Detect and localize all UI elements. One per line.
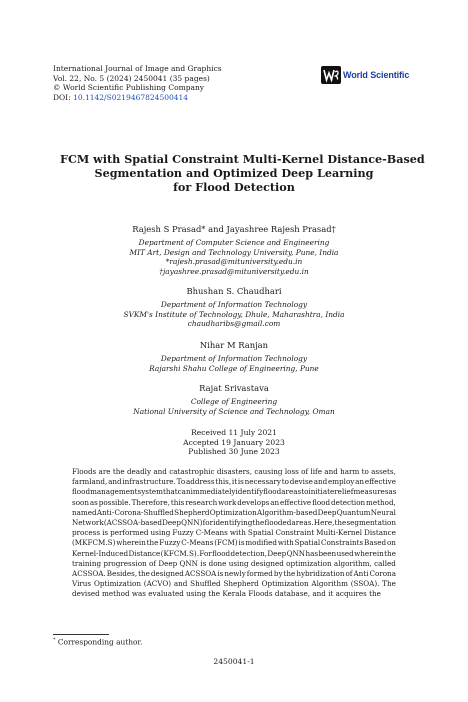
abstract-word: newly <box>224 569 246 579</box>
affiliation-line: Department of Computer Science and Engineering <box>138 238 330 247</box>
abstract-word: formed <box>246 569 273 579</box>
abstract-word: called <box>374 558 396 568</box>
abstract-word: Constraints <box>320 538 364 548</box>
abstract-word: C-Means <box>195 528 228 538</box>
abstract-word: life <box>310 467 322 476</box>
abstract-word: the <box>283 569 296 579</box>
abstract-word: and <box>324 467 338 476</box>
abstract-word: flood <box>312 497 331 507</box>
abstract-line <box>72 487 396 497</box>
abstract-word: the <box>146 538 159 548</box>
author-block-4 <box>40 383 428 416</box>
abstract-word: the <box>138 569 150 579</box>
author-block-1 <box>40 224 428 276</box>
abstract-word: to <box>301 487 309 497</box>
abstract-word: by <box>273 569 283 579</box>
abstract-word: has <box>305 548 319 558</box>
abstract-word: Multi-Kernel <box>316 528 363 538</box>
publication-dates <box>40 428 428 457</box>
abstract-word: assets, <box>371 467 396 476</box>
abstract-word: this, <box>215 477 232 487</box>
abstract-word: (ACSSOA-based <box>103 518 162 528</box>
abstract-word: disasters, <box>216 467 253 476</box>
abstract-word: areas. <box>291 518 314 528</box>
abstract-word: employ <box>327 477 355 487</box>
abstract-word: the <box>384 548 396 558</box>
author-email[interactable]: †jayashree.prasad@mituniversity.edu.in <box>159 266 309 276</box>
publisher-logo-text: World Scientific <box>343 70 410 80</box>
page-number: 2450041-1 <box>213 657 255 666</box>
abstract-word: develops <box>237 497 270 507</box>
abstract-word: Floods <box>72 467 97 476</box>
abstract-word: effective <box>364 477 396 487</box>
abstract-word: causing <box>254 467 283 476</box>
received-date: Received 11 July 2021 <box>191 428 277 437</box>
author-block-2 <box>40 286 428 329</box>
abstract-word: Kernel-Induced <box>72 548 129 558</box>
abstract-word: QNN) <box>181 518 203 528</box>
abstract-word: using <box>150 528 171 538</box>
abstract-word: acquires <box>335 589 370 599</box>
abstract-word: QNN <box>179 558 198 568</box>
abstract-word: training <box>72 558 102 568</box>
abstract-word: (ACVO) <box>143 579 172 589</box>
abstract-word: flooded <box>264 518 292 528</box>
abstract-word: system <box>137 487 163 497</box>
abstract-word: Corona-Shuffled <box>114 507 174 517</box>
abstract-word: is <box>200 558 207 568</box>
abstract-word: optimization <box>286 558 332 568</box>
abstract-word: work <box>218 497 237 507</box>
abstract-word: as <box>89 497 98 507</box>
affiliation-line: Department of Information Technology <box>160 354 308 363</box>
abstract-word: farmland, <box>72 477 108 487</box>
journal-header <box>53 64 222 102</box>
abstract-word: Virus <box>72 579 92 589</box>
abstract-word: Shepherd <box>223 579 259 589</box>
affiliation-line: MIT Art, Design and Technology University, Pune, India <box>129 247 339 257</box>
abstract-word: To <box>176 477 186 487</box>
abstract-line <box>72 589 396 599</box>
footnote-mark: * <box>53 637 56 643</box>
abstract-word: this <box>170 497 185 507</box>
abstract-word: deadly <box>126 467 152 476</box>
paper-title <box>60 152 425 194</box>
abstract-word: using <box>228 558 249 568</box>
abstract-line <box>72 467 396 477</box>
footnote <box>53 637 143 646</box>
journal-copyright: © World Scientific Publishing Company <box>53 83 205 93</box>
abstract-word: with <box>277 538 294 548</box>
abstract-word: named <box>72 507 97 517</box>
abstract-word: flood <box>263 487 282 497</box>
abstract-word: wherein <box>354 548 384 558</box>
abstract-word: infrastructure. <box>122 477 176 487</box>
abstract-word: For <box>199 548 212 558</box>
abstract-word: designed <box>150 569 184 579</box>
abstract-word: and <box>312 589 329 599</box>
published-date: Published 30 June 2023 <box>188 447 280 457</box>
doi-label: DOI: <box>53 92 74 102</box>
abstract-word: Algorithm-based <box>257 507 318 517</box>
abstract-word: and <box>153 467 167 476</box>
abstract-word: Network <box>72 518 104 528</box>
abstract-word: measures <box>353 487 389 497</box>
abstract-line <box>72 508 396 518</box>
publisher-logo <box>321 66 409 84</box>
abstract-word: are <box>98 467 111 476</box>
abstract-word: progression <box>103 558 147 568</box>
abstract-word: and <box>173 579 188 589</box>
abstract-word: relief <box>334 487 354 497</box>
affiliation-line: Rajarshi Shahu College of Engineering, Pune <box>149 363 319 373</box>
affiliation-line: SVKM's Institute of Technology, Dhule, Maharashtra, India <box>123 309 345 319</box>
abstract-word: with <box>229 528 246 538</box>
abstract-word: Optimization <box>209 507 257 517</box>
abstract-word: Quantum <box>336 507 371 517</box>
abstract-word: the <box>369 589 381 599</box>
abstract-word: Corona <box>369 569 396 579</box>
abstract-word: Deep <box>267 548 287 558</box>
abstract-word: harm <box>340 467 360 476</box>
affiliation-line: Department of Information Technology <box>160 300 308 309</box>
abstract-word: process <box>72 528 101 538</box>
abstract-word: that <box>162 487 178 497</box>
abstract-word: Based <box>364 538 387 548</box>
title-line: FCM with Spatial Constraint Multi-Kernel Distance-Based <box>60 152 425 166</box>
abstract-word: identifying <box>213 518 253 528</box>
abstract-word: devise <box>289 477 313 487</box>
abstract-word: Anti <box>353 569 369 579</box>
abstract-word: using <box>186 589 209 599</box>
abstract <box>72 467 396 600</box>
abstract-word: the <box>208 589 223 599</box>
abstract-word: Distance <box>364 528 396 538</box>
abstract-word: Deep <box>317 507 337 517</box>
abstract-word: to <box>281 477 289 487</box>
footnote-divider <box>53 634 109 635</box>
abstract-word: effective <box>280 497 312 507</box>
abstract-word: Neural <box>370 507 396 517</box>
abstract-word: on <box>386 538 396 548</box>
abstract-word: Floods <box>248 589 275 599</box>
abstract-word: flood <box>212 548 231 558</box>
abstract-word: Algorithm <box>311 579 348 589</box>
abstract-word: Anti- <box>96 507 115 517</box>
abstract-line <box>72 498 396 508</box>
abstract-word: detection, <box>230 548 267 558</box>
abstract-word: areas <box>281 487 302 497</box>
abstract-line <box>72 518 396 528</box>
abstract-word: address <box>185 477 215 487</box>
abstract-word: Here, <box>313 518 335 528</box>
abstract-word: Besides, <box>106 569 138 579</box>
abstract-line <box>72 538 396 548</box>
abstract-word: it <box>231 477 238 487</box>
abstract-word: evaluated <box>148 589 187 599</box>
abstract-word: flood <box>72 487 91 497</box>
abstract-word: performed <box>110 528 149 538</box>
affiliation-line: National University of Science and Technology, Oman <box>133 406 335 416</box>
abstract-word: designed <box>250 558 284 568</box>
abstract-word: wherein <box>116 538 146 548</box>
doi-link[interactable]: 10.1142/S0219467824500414 <box>73 92 189 102</box>
abstract-word: of <box>149 558 156 568</box>
ws-logo-icon <box>321 66 341 84</box>
abstract-word: (SSOA). <box>350 579 380 589</box>
abstract-line <box>72 559 396 569</box>
abstract-word: Spatial <box>294 538 321 548</box>
title-line: Segmentation and Optimized Deep Learning <box>94 166 374 180</box>
abstract-word: Deep <box>158 558 178 568</box>
footnote-text: Corresponding author. <box>57 637 143 647</box>
journal-volume: Vol. 22, No. 5 (2024) 2450041 (35 pages) <box>53 73 210 83</box>
abstract-word: detection <box>331 497 366 507</box>
abstract-word: the <box>334 518 347 528</box>
abstract-word: QNN <box>286 548 306 558</box>
abstract-word: an <box>355 477 365 487</box>
abstract-word: the <box>252 518 265 528</box>
author-name: Rajesh S Prasad* and Jayashree Rajesh Prasad† <box>132 224 336 234</box>
abstract-word: and <box>313 477 328 487</box>
abstract-word: for <box>202 518 214 528</box>
author-name: Nihar M Ranjan <box>199 340 269 350</box>
abstract-word: Deep <box>162 518 182 528</box>
abstract-word: Shuffled <box>190 579 221 589</box>
abstract-word: of <box>301 467 309 476</box>
abstract-word: algorithm, <box>333 558 372 568</box>
affiliation-line: College of Engineering <box>190 397 278 406</box>
abstract-word: ACSSOA <box>184 569 217 579</box>
abstract-word: modified <box>245 538 278 548</box>
journal-doi <box>53 93 222 103</box>
abstract-word: been <box>318 548 337 558</box>
abstract-word: immediately <box>190 487 236 497</box>
abstract-line <box>72 477 396 487</box>
abstract-word: method <box>102 589 132 599</box>
abstract-word: of <box>345 569 353 579</box>
abstract-word: loss <box>284 467 299 476</box>
abstract-word: database, <box>274 589 313 599</box>
abstract-word: method, <box>366 497 396 507</box>
abstract-word: was <box>131 589 149 599</box>
abstract-word: and <box>108 477 122 487</box>
abstract-word: identify <box>235 487 264 497</box>
journal-name: International Journal of Image and Graphics <box>53 64 222 73</box>
author-name: Rajat Srivastava <box>199 383 269 393</box>
abstract-word: hybridization <box>296 569 345 579</box>
abstract-line <box>72 549 396 559</box>
abstract-word: (KFCM.S). <box>160 548 199 558</box>
abstract-word: an <box>270 497 280 507</box>
abstract-word: can <box>177 487 191 497</box>
abstract-line <box>72 569 396 579</box>
abstract-word: as <box>388 487 397 497</box>
author-email[interactable]: *rajesh.prasad@mituniversity.edu.in <box>165 257 303 267</box>
abstract-word: Optimization <box>261 579 309 589</box>
abstract-line <box>72 579 396 589</box>
abstract-word: done <box>208 558 227 568</box>
abstract-word: segmentation <box>346 518 396 528</box>
abstract-word: (FCM) <box>214 538 238 548</box>
abstract-word: management <box>90 487 138 497</box>
abstract-word: to <box>361 467 369 476</box>
abstract-word: Constraint <box>275 528 315 538</box>
abstract-word: The <box>382 579 396 589</box>
title-line: for Flood Detection <box>173 180 295 194</box>
abstract-word: Optimization <box>93 579 141 589</box>
abstract-word: catastrophic <box>169 467 215 476</box>
abstract-word: is <box>238 538 245 548</box>
abstract-word: Distance <box>128 548 161 558</box>
abstract-word: soon <box>72 497 89 507</box>
abstract-word: possible. <box>98 497 131 507</box>
abstract-word: Shepherd <box>174 507 210 517</box>
abstract-word: is <box>102 528 109 538</box>
abstract-word: Fuzzy <box>172 528 194 538</box>
abstract-word: the <box>112 467 125 476</box>
abstract-word: necessary <box>244 477 281 487</box>
abstract-word: used <box>336 548 354 558</box>
abstract-word: Therefore, <box>131 497 170 507</box>
abstract-word: Kerala <box>222 589 249 599</box>
accepted-date: Accepted 19 January 2023 <box>183 437 285 447</box>
author-email[interactable]: chaudharibs@gmail.com <box>187 319 281 329</box>
author-name: Bhushan S. Chaudhari <box>186 286 282 296</box>
abstract-word: initiate <box>308 487 335 497</box>
abstract-word: is <box>237 477 244 487</box>
abstract-word: it <box>328 589 336 599</box>
abstract-word: research <box>185 497 218 507</box>
abstract-word: ACSSOA. <box>72 569 106 579</box>
author-block-3 <box>40 340 428 373</box>
abstract-word: Fuzzy <box>159 538 181 548</box>
abstract-word: Spatial <box>247 528 274 538</box>
abstract-word: C-Means <box>181 538 214 548</box>
abstract-word: (MKFCM.S) <box>72 538 116 548</box>
abstract-word: devised <box>72 589 103 599</box>
abstract-line <box>72 528 396 538</box>
abstract-word: is <box>217 569 224 579</box>
